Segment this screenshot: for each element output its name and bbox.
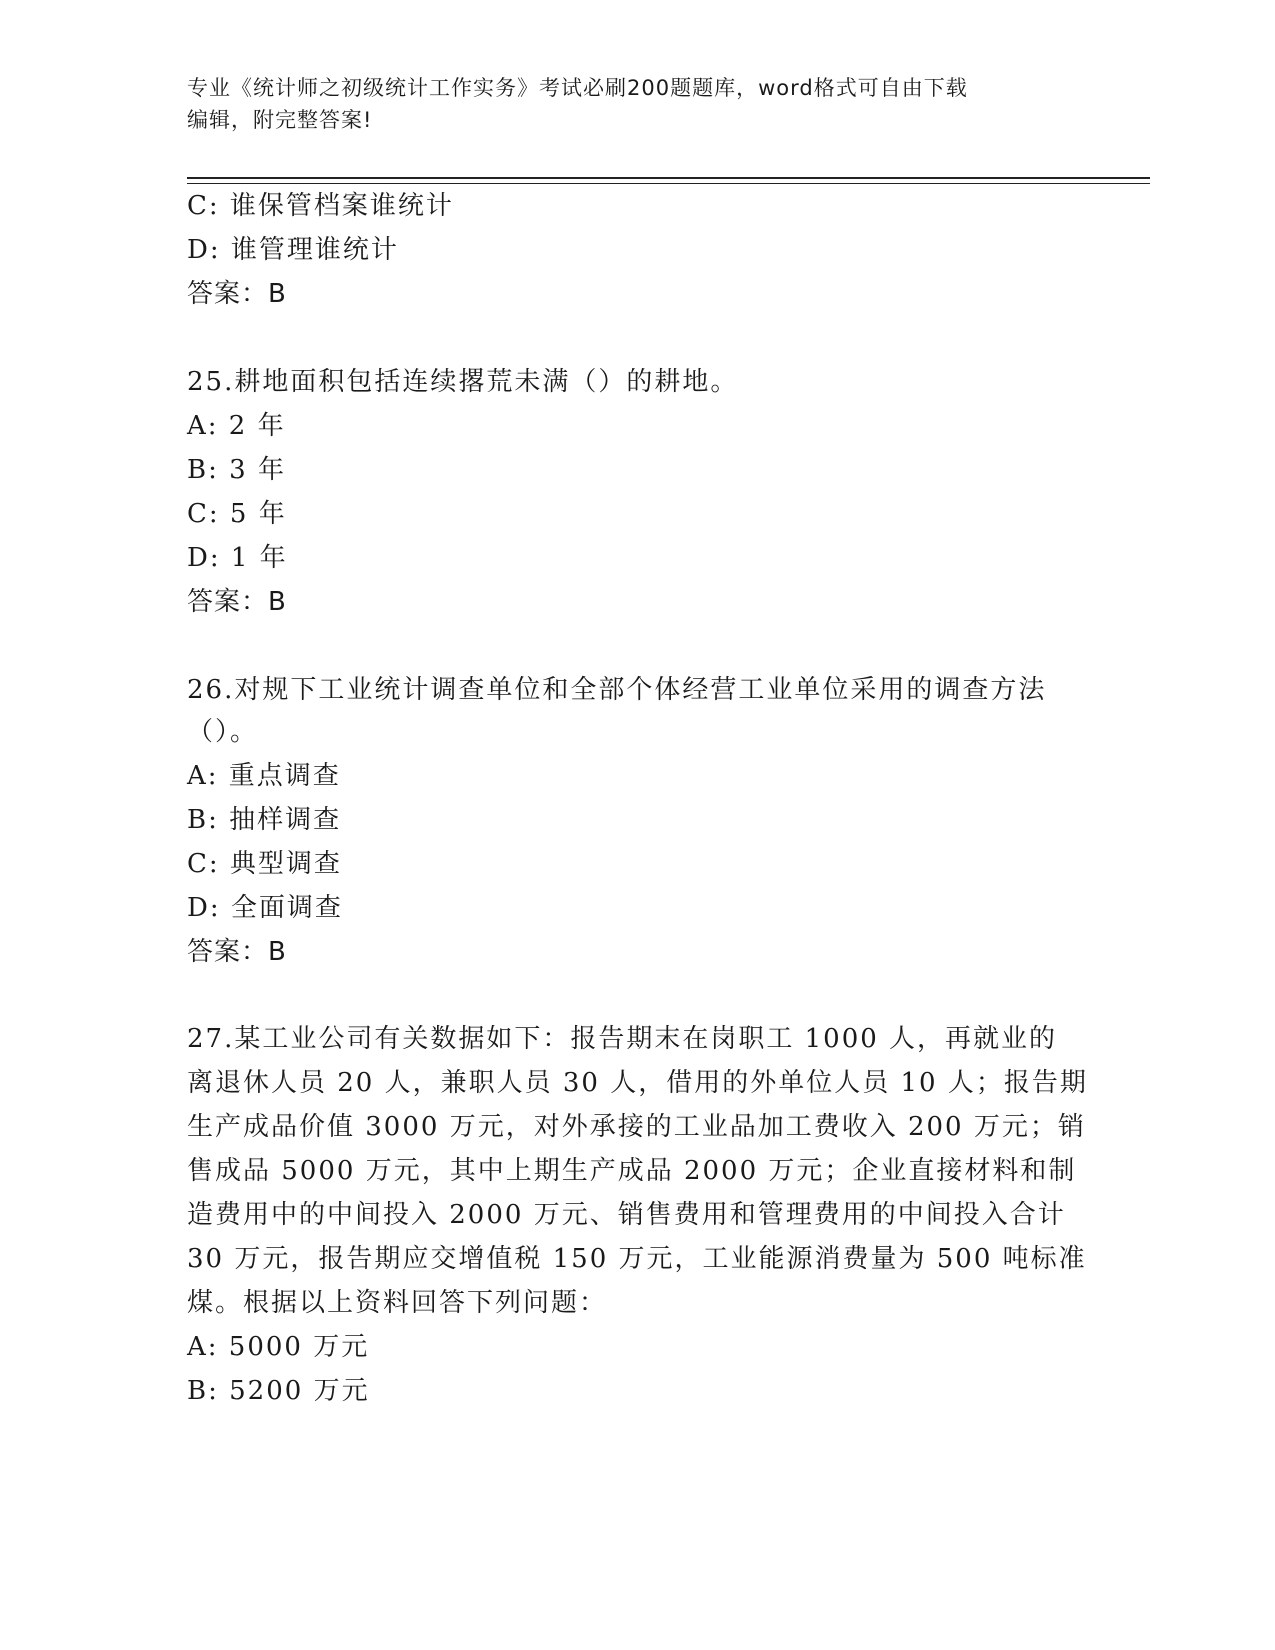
header-line-1: 专业《统计师之初级统计工作实务》考试必刷200题题库，word格式可自由下载 (187, 76, 968, 100)
prev-option-d: D: 谁管理谁统计 (187, 235, 399, 265)
q26-answer: 答案：B (187, 937, 287, 967)
q25-option-c: C: 5 年 (187, 499, 287, 529)
q25-stem: 25.耕地面积包括连续撂荒未满（）的耕地。 (187, 367, 739, 397)
q27-option-a: A: 5000 万元 (187, 1332, 370, 1362)
q27-stem-line-1: 27.某工业公司有关数据如下：报告期末在岗职工 1000 人，再就业的 (187, 1024, 1058, 1054)
q26-option-d: D: 全面调查 (187, 893, 343, 923)
q27-stem-line-7: 煤。根据以上资料回答下列问题： (187, 1288, 608, 1318)
q27-stem-line-2: 离退休人员 20 人，兼职人员 30 人，借用的外单位人员 10 人；报告期 (187, 1068, 1088, 1098)
prev-answer: 答案：B (187, 279, 287, 309)
q25-option-b: B: 3 年 (187, 455, 286, 485)
q27-stem-line-5: 造费用中的中间投入 2000 万元、销售费用和管理费用的中间投入合计 (187, 1200, 1066, 1230)
q25-option-a: A: 2 年 (187, 411, 286, 441)
q26-stem-line-2: （）。 (187, 717, 259, 747)
q26-stem-line-1: 26.对规下工业统计调查单位和全部个体经营工业单位采用的调查方法 (187, 675, 1047, 705)
q27-option-b: B: 5200 万元 (187, 1376, 370, 1406)
q25-answer: 答案：B (187, 587, 287, 617)
q27-stem-line-6: 30 万元，报告期应交增值税 150 万元，工业能源消费量为 500 吨标准 (187, 1244, 1087, 1274)
header-rule-thick (187, 177, 1150, 179)
q26-option-c: C: 典型调查 (187, 849, 342, 879)
header-line-2: 编辑，附完整答案! (187, 108, 373, 132)
header-rule-thin (187, 183, 1150, 184)
document-header (187, 72, 1067, 136)
q25-option-d: D: 1 年 (187, 543, 288, 573)
q26-option-a: A: 重点调查 (187, 761, 341, 791)
q26-option-b: B: 抽样调查 (187, 805, 342, 835)
q27-stem-line-4: 售成品 5000 万元，其中上期生产成品 2000 万元；企业直接材料和制 (187, 1156, 1077, 1186)
q27-stem-line-3: 生产成品价值 3000 万元，对外承接的工业品加工费收入 200 万元；销 (187, 1112, 1086, 1142)
prev-option-c: C: 谁保管档案谁统计 (187, 191, 454, 221)
